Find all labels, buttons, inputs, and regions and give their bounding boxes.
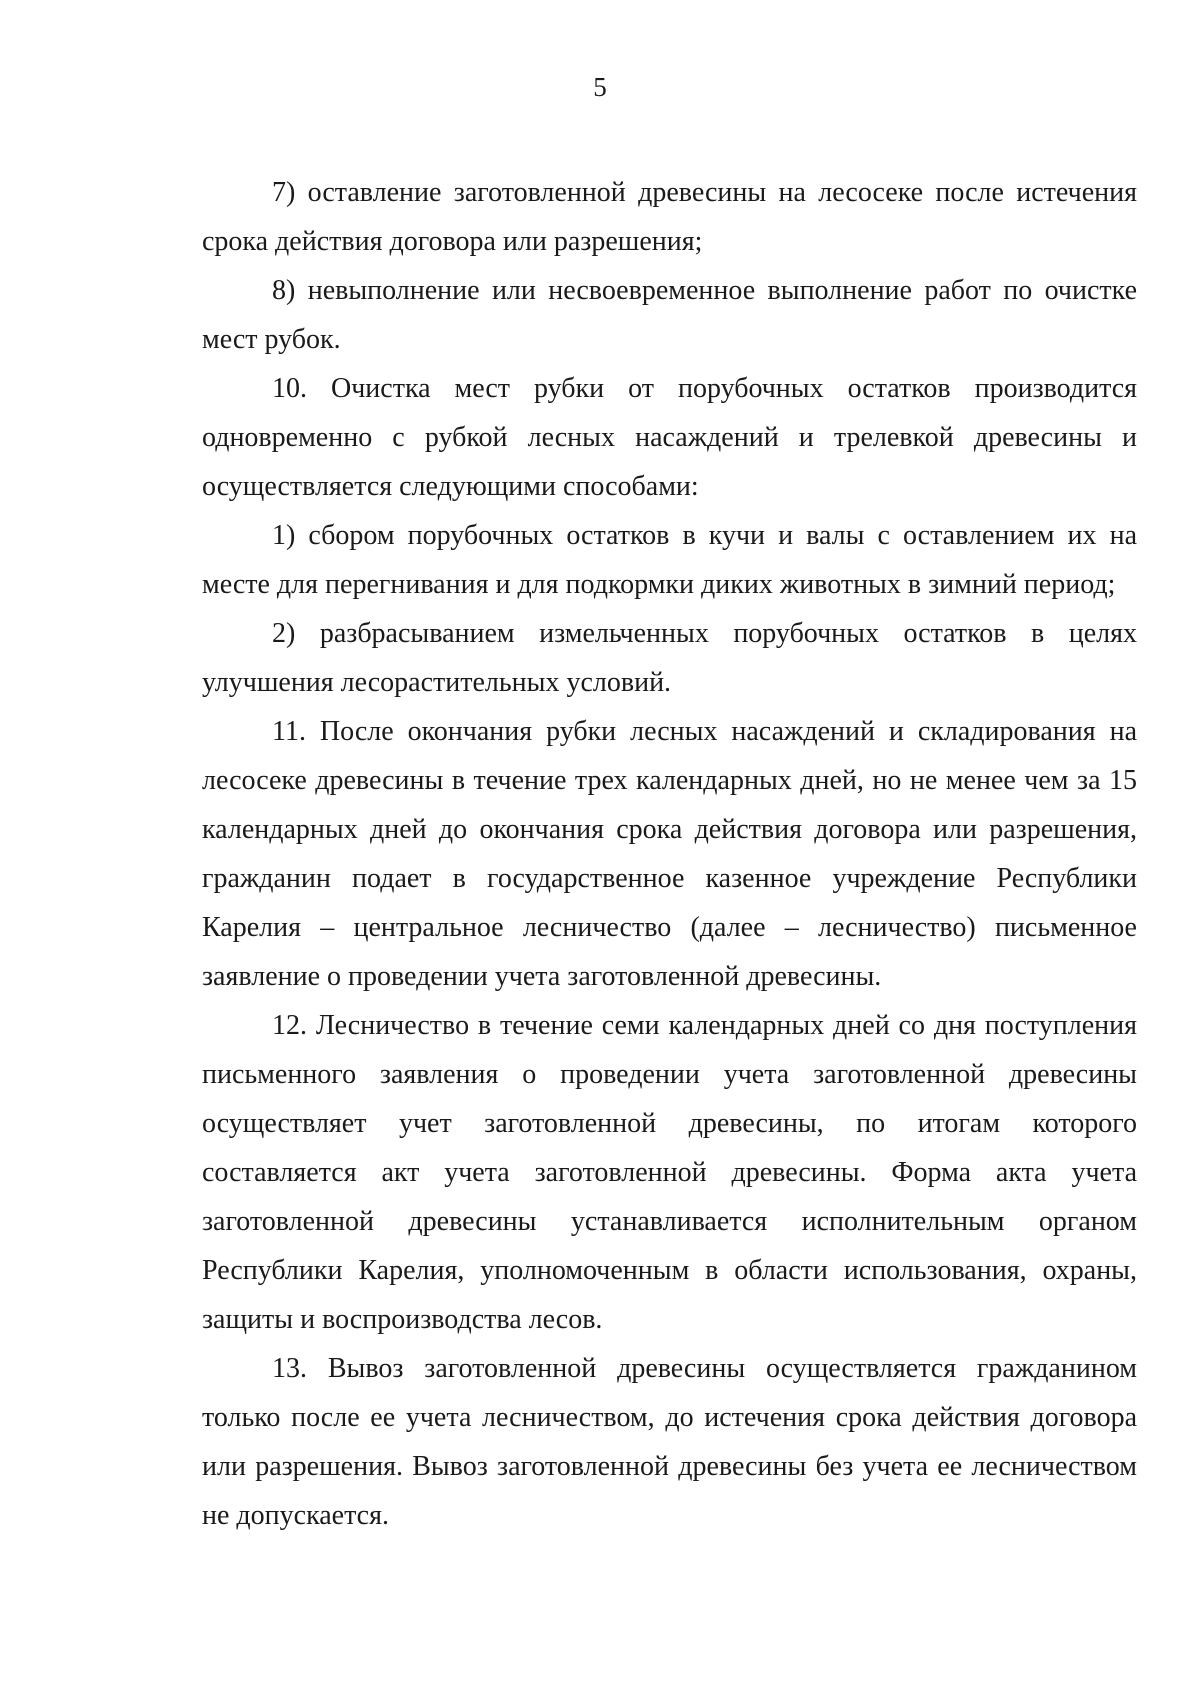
paragraph-clause-13: 13. Вывоз заготовленной древесины осуществляется гражданином только после ее учета лесничеством, до истечения срока действия договора или разрешения. Вывоз заготовленной древесины без учета ее лесничеством не допускается. bbox=[202, 1353, 1137, 1531]
paragraph-item-8: 8) невыполнение или несвоевременное выполнение работ по очистке мест рубок. bbox=[202, 275, 1137, 355]
paragraph-method-2: 2) разбрасыванием измельченных порубочных остатков в целях улучшения лесорастительных условий. bbox=[202, 618, 1137, 698]
paragraph-clause-11: 11. После окончания рубки лесных насаждений и складирования на лесосеке древесины в течение трех календарных дней, но не менее чем за 15 календарных дней до окончания срока действия договора или разрешения, гражданин подает в государственное казенное учреждение Республики Карелия – центральное лесничество (далее – лесничество) письменное заявление о проведении учета заготовленной древесины. bbox=[202, 716, 1137, 992]
page-number: 5 bbox=[593, 72, 607, 102]
paragraph-item-7: 7) оставление заготовленной древесины на лесосеке после истечения срока действия договора или разрешения; bbox=[202, 177, 1137, 257]
paragraph-method-1: 1) сбором порубочных остатков в кучи и валы с оставлением их на месте для перегнивания и для подкормки диких животных в зимний период; bbox=[202, 520, 1137, 600]
paragraph-clause-12: 12. Лесничество в течение семи календарных дней со дня поступления письменного заявления о проведении учета заготовленной древесины осуществляет учет заготовленной древесины, по итогам которого составляется акт учета заготовленной древесины. Форма акта учета заготовленной древесины устанавливается исполнительным органом Республики Карелия, уполномоченным в области использования, охраны, защиты и воспроизводства лесов. bbox=[202, 1010, 1137, 1335]
document-body bbox=[202, 168, 1137, 1540]
paragraph-clause-10: 10. Очистка мест рубки от порубочных остатков производится одновременно с рубкой лесных насаждений и трелевкой древесины и осуществляется следующими способами: bbox=[202, 373, 1137, 502]
